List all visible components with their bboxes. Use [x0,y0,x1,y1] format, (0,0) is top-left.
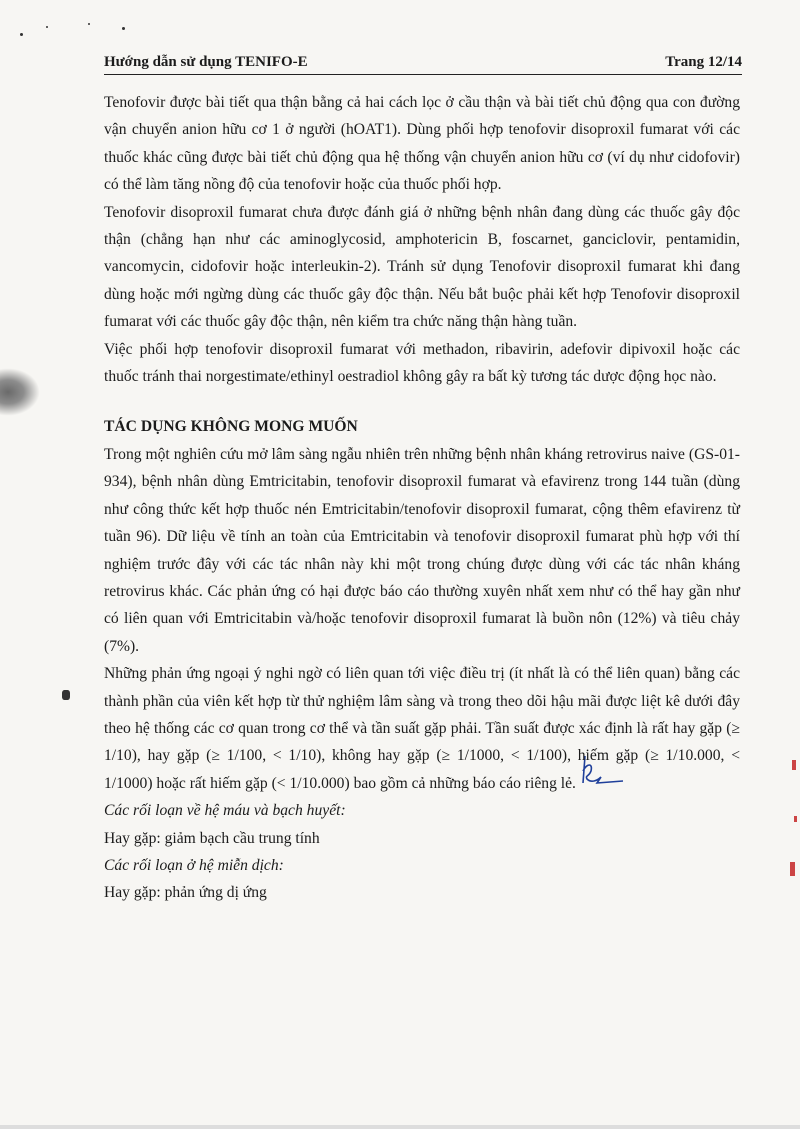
red-margin-mark [794,816,797,822]
interaction-paragraph-methadon: Việc phối hợp tenofovir disoproxil fumarat với methadon, ribavirin, adefovir dipivoxil hoặc các thuốc tránh thai norgestimate/ethinyl oestradiol không gây ra bất kỳ tương tác dược động học nào. [104,340,740,386]
scan-speck [20,33,23,36]
page-header [104,52,742,75]
page-bottom-edge [0,1125,800,1129]
category-blood-lymph-item: Hay gặp: giảm bạch cầu trung tính [104,829,320,847]
interaction-paragraph-renal: Tenofovir được bài tiết qua thận bằng cả hai cách lọc ở cầu thận và bài tiết chủ động qua con đường vận chuyển anion hữu cơ 1 ở người (hOAT1). Dùng phối hợp tenofovir disoproxil fumarat với các thuốc khác cũng được bài tiết chủ động qua hệ thống vận chuyển anion hữu cơ (ví dụ như cidofovir) có thể làm tăng nồng độ của tenofovir hoặc của thuốc phối hợp. [104,94,740,194]
category-immune-system: Các rối loạn ở hệ miễn dịch: [104,856,284,874]
body-text [104,89,740,907]
section-title-adverse-effects: TÁC DỤNG KHÔNG MONG MUỐN [104,418,358,436]
scan-smudge [0,368,40,416]
red-margin-mark [792,760,796,770]
document-title: Hướng dẫn sử dụng TENIFO-E [104,54,308,70]
category-immune-system-item: Hay gặp: phản ứng dị ứng [104,884,267,902]
scan-speck [46,26,48,28]
scan-speck [122,27,125,30]
scan-speck [88,23,90,25]
scan-speck [62,690,70,700]
red-margin-mark [790,862,795,876]
interaction-paragraph-nephrotoxic: Tenofovir disoproxil fumarat chưa được đánh giá ở những bệnh nhân đang dùng các thuốc gây độc thận (chẳng hạn như các aminoglycosid, amphotericin B, foscarnet, ganciclovir, pentamidin, vancomycin, cidofovir hoặc interleukin-2). Tránh sử dụng Tenofovir disoproxil fumarat khi đang dùng hoặc mới ngừng dùng các thuốc gây độc thận. Nếu bắt buộc phải kết hợp Tenofovir disoproxil fumarat với các thuốc gây độc thận, nên kiểm tra chức năng thận hàng tuần. [104,203,740,331]
adverse-study-paragraph: Trong một nghiên cứu mở lâm sàng ngẫu nhiên trên những bệnh nhân kháng retrovirus naive (GS-01-934), bệnh nhân dùng Emtricitabin, tenofovir disoproxil fumarat và efavirenz trong 144 tuần (dùng như công thức kết hợp thuốc nén Emtricitabin/tenofovir disoproxil fumarat, cộng thêm efavirenz từ tuần 96). Dữ liệu về tính an toàn của Emtricitabin và tenofovir disoproxil fumarat phù hợp với thí nghiệm trước đây với các tác nhân này khi một trong chúng được dùng với các tác nhân kháng retrovirus khác. Các phản ứng có hại được báo cáo thường xuyên nhất xem như có thể hay gần như có liên quan với Emtricitabin và/hoặc tenofovir disoproxil fumarat là buồn nôn (12%) và tiêu chảy (7%). [104,445,740,655]
category-blood-lymph: Các rối loạn về hệ máu và bạch huyết: [104,802,346,820]
adverse-frequency-paragraph: Những phản ứng ngoại ý nghi ngờ có liên quan tới việc điều trị (ít nhất là có thể liên quan) bằng các thành phần của viên kết hợp từ thử nghiệm lâm sàng và trong theo dõi hậu mãi được liệt kê dưới đây theo hệ thống các cơ quan trong cơ thể và tần suất gặp phải. Tần suất được xác định là rất hay gặp (≥ 1/10), hay gặp (≥ 1/100, < 1/10), không hay gặp (≥ 1/1000, < 1/100), hiếm gặp (≥ 1/10.000, < 1/1000) hoặc rất hiếm gặp (< 1/10.000) bao gồm cả những báo cáo riêng lẻ. [104,665,740,792]
page-number: Trang 12/14 [665,54,742,70]
